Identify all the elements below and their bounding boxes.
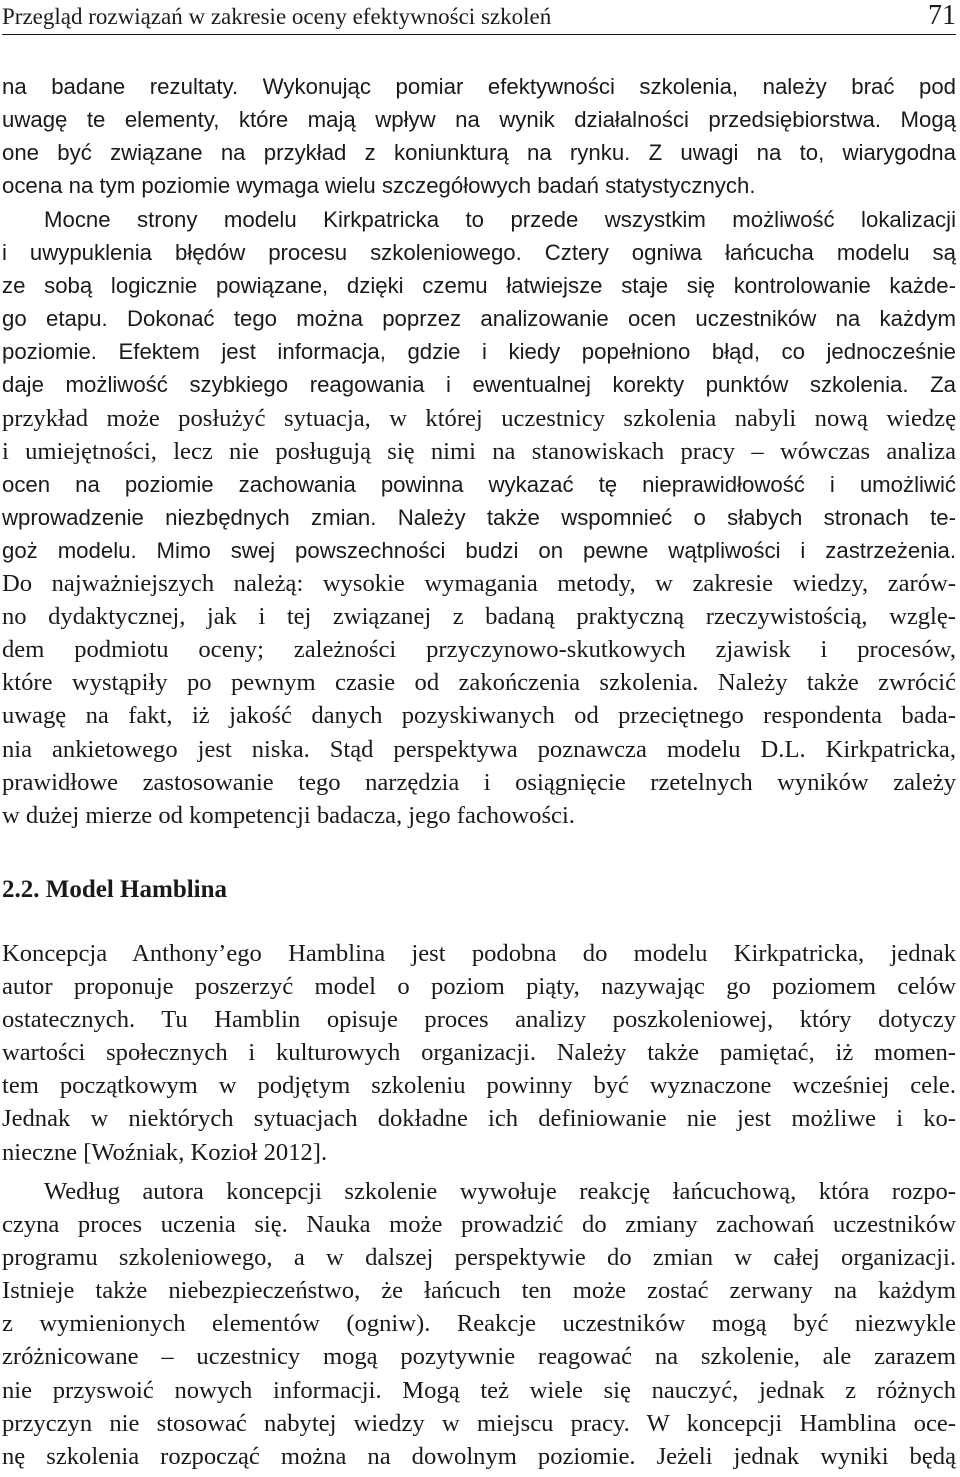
text-line: i umiejętności, lecz nie posługują się nimi na stanowiskach pracy – wówczas analiza <box>2 437 956 465</box>
text-line: one być związane na przykład z koniunkturą na rynku. Z uwagi na to, wiarygodna <box>2 140 956 166</box>
text-line: nę szkolenia rozpocząć można na dowolnym poziomie. Jeżeli jednak wyniki będą <box>2 1442 956 1470</box>
text-line: daje możliwość szybkiego reagowania i ewentualnej korekty punktów szkolenia. Za <box>2 372 956 398</box>
text-line: przykład może posłużyć sytuacja, w której uczestnicy szkolenia nabyli nową wiedzę <box>2 404 956 432</box>
text-line: Istnieje także niebezpieczeństwo, że łańcuch ten może zostać zerwany na każdym <box>2 1277 956 1305</box>
text-line: i uwypuklenia błędów procesu szkoleniowego. Cztery ogniwa łańcucha modelu są <box>2 240 956 266</box>
text-line: Do najważniejszych należą: wysokie wymagania metody, w zakresie wiedzy, zarów- <box>2 570 956 598</box>
text-line: dem podmiotu oceny; zależności przyczynowo-skutkowych zjawisk i procesów, <box>2 636 956 664</box>
running-header <box>2 0 956 35</box>
text-line: ostatecznych. Tu Hamblin opisuje proces analizy poszkoleniowej, który dotyczy <box>2 1006 956 1034</box>
text-line: zróżnicowane – uczestnicy mogą pozytywnie reagować na szkolenie, ale zarazem <box>2 1343 956 1371</box>
text-line: no dydaktycznej, jak i tej związanej z badaną praktyczną rzeczywistością, wzglę- <box>2 603 956 631</box>
text-line: tem początkowym w podjętym szkoleniu powinny być wyznaczone wcześniej cele. <box>2 1072 956 1100</box>
text-line: Koncepcja Anthony’ego Hamblina jest podobna do modelu Kirkpatricka, jednak <box>2 940 956 967</box>
text-line: poziomie. Efektem jest informacja, gdzie i kiedy popełniono błąd, co jednocześnie <box>2 339 956 365</box>
text-line: wartości społecznych i kulturowych organizacji. Należy także pamiętać, iż momen- <box>2 1039 956 1067</box>
text-line: goż modelu. Mimo swej powszechności budzi on pewne wątpliwości i zastrzeżenia. <box>2 537 956 563</box>
text-line: Mocne strony modelu Kirkpatricka to przede wszystkim możliwość lokalizacji <box>44 207 956 232</box>
text-line: nia ankietowego jest niska. Stąd perspektywa poznawcza modelu D.L. Kirkpatricka, <box>2 735 956 763</box>
text-line: nieczne [Woźniak, Kozioł 2012]. <box>2 1138 328 1166</box>
text-line: Jednak w niektórych sytuacjach dokładne ich definiowanie nie jest możliwe i ko- <box>2 1105 956 1133</box>
text-line: go etapu. Dokonać tego można poprzez analizowanie ocen uczestników na każdym <box>2 306 956 332</box>
running-title: Przegląd rozwiązań w zakresie oceny efektywności szkoleń <box>2 4 552 29</box>
text-line: które wystąpiły po pewnym czasie od zakończenia szkolenia. Należy także zwrócić <box>2 669 956 697</box>
text-line: autor proponuje poszerzyć model o poziom piąty, nazywając go poziomem celów <box>2 973 956 1001</box>
text-line: uwagę te elementy, które mają wpływ na wynik działalności przedsiębiorstwa. Mogą <box>2 107 956 133</box>
paragraph-hamblin-chain <box>2 1175 956 1473</box>
paragraph-strengths <box>2 203 956 832</box>
text-line: programu szkoleniowego, a w dalszej perspektywie do zmian w całej organizacji. <box>2 1244 956 1272</box>
text-line: przyczyn nie stosować nabytej wiedzy w miejscu pracy. W koncepcji Hamblina oce- <box>2 1409 956 1437</box>
text-line: uwagę na fakt, iż jakość danych pozyskiwanych od przeciętnego respondenta bada- <box>2 702 956 730</box>
text-line: czyna proces uczenia się. Nauka może prowadzić do zmiany zachowań uczestników <box>2 1211 956 1239</box>
text-line: wprowadzenie niezbędnych zmian. Należy także wspomnieć o słabych stronach te- <box>2 504 956 530</box>
text-line: ocena na tym poziomie wymaga wielu szczegółowych badań statystycznych. <box>2 173 756 199</box>
text-line: ocen na poziomie zachowania powinna wykazać tę nieprawidłowość i umożliwić <box>2 471 956 497</box>
section-heading: 2.2. Model Hamblina <box>2 876 228 903</box>
paragraph-continuation <box>2 70 956 202</box>
text-line: w dużej mierze od kompetencji badacza, jego fachowości. <box>2 801 575 829</box>
text-line: na badane rezultaty. Wykonując pomiar efektywności szkolenia, należy brać pod <box>2 74 956 99</box>
text-line: ze sobą logicznie powiązane, dzięki czemu łatwiejsze staje się kontrolowanie każde- <box>2 273 956 299</box>
text-line: prawidłowe zastosowanie tego narzędzia i osiągnięcie rzetelnych wyników zależy <box>2 768 956 796</box>
text-line: z wymienionych elementów (ogniw). Reakcje uczestników mogą być niezwykle <box>2 1310 956 1338</box>
page-number: 71 <box>928 0 956 31</box>
text-line: nie przyswoić nowych informacji. Mogą też wiele się nauczyć, jednak z różnych <box>2 1376 956 1404</box>
text-line: Według autora koncepcji szkolenie wywołuje reakcję łańcuchową, która rozpo- <box>44 1178 956 1205</box>
paragraph-hamblin-intro <box>2 937 956 1169</box>
